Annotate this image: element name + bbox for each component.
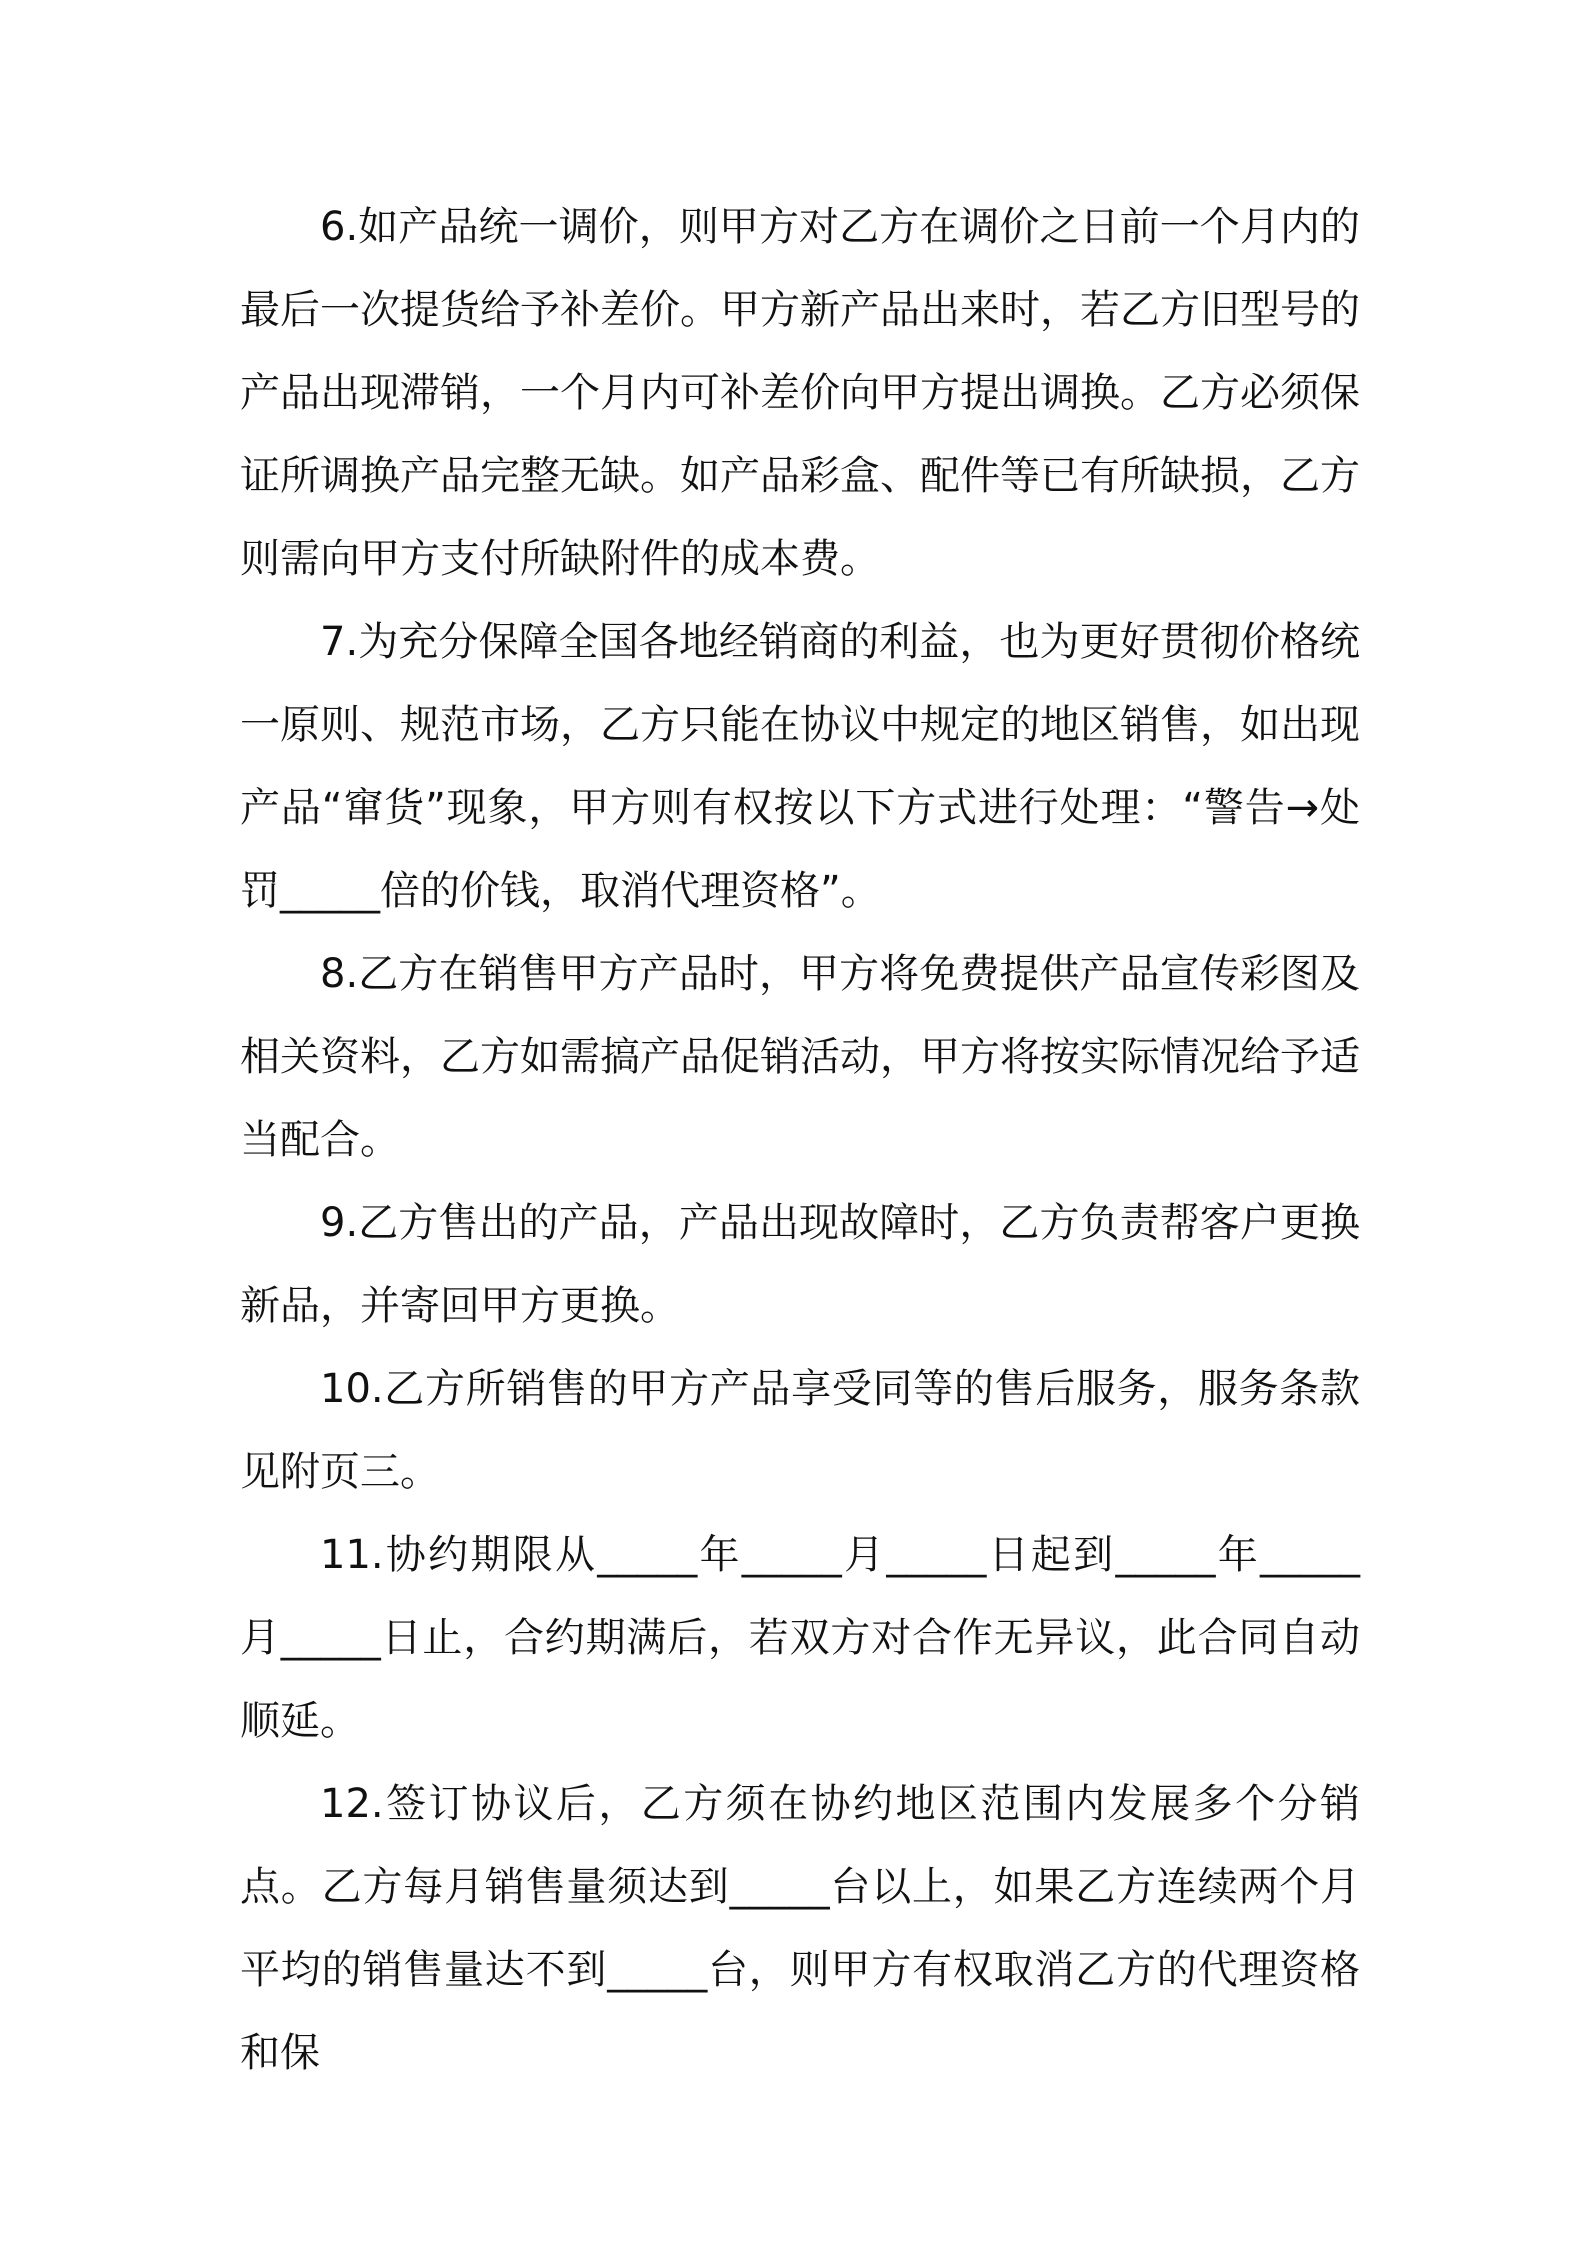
clause-7: 7.为充分保障全国各地经销商的利益，也为更好贯彻价格统一原则、规范市场，乙方只能在协议中规定的地区销售，如出现产品“窜货”现象，甲方则有权按以下方式进行处理：“警告→处罚_____倍的价钱，取消代理资格”。 (240, 619, 1360, 914)
clause-10: 10.乙方所销售的甲方产品享受同等的售后服务，服务条款见附页三。 (240, 1366, 1360, 1495)
clause-11: 11.协约期限从_____年_____月_____日起到_____年_____月_____日止，合约期满后，若双方对合作无异议，此合同自动顺延。 (240, 1532, 1360, 1744)
document-body (240, 186, 1360, 2095)
clause-9: 9.乙方售出的产品，产品出现故障时，乙方负责帮客户更换新品，并寄回甲方更换。 (240, 1200, 1360, 1329)
clause-6: 6.如产品统一调价，则甲方对乙方在调价之日前一个月内的最后一次提货给予补差价。甲方新产品出来时，若乙方旧型号的产品出现滞销，一个月内可补差价向甲方提出调换。乙方必须保证所调换产品完整无缺。如产品彩盒、配件等已有所缺损，乙方则需向甲方支付所缺附件的成本费。 (240, 204, 1360, 582)
clause-8: 8.乙方在销售甲方产品时，甲方将免费提供产品宣传彩图及相关资料，乙方如需搞产品促销活动，甲方将按实际情况给予适当配合。 (240, 951, 1360, 1163)
clause-12: 12.签订协议后，乙方须在协约地区范围内发展多个分销点。乙方每月销售量须达到_____台以上，如果乙方连续两个月平均的销售量达不到_____台，则甲方有权取消乙方的代理资格和保 (240, 1781, 1360, 2076)
